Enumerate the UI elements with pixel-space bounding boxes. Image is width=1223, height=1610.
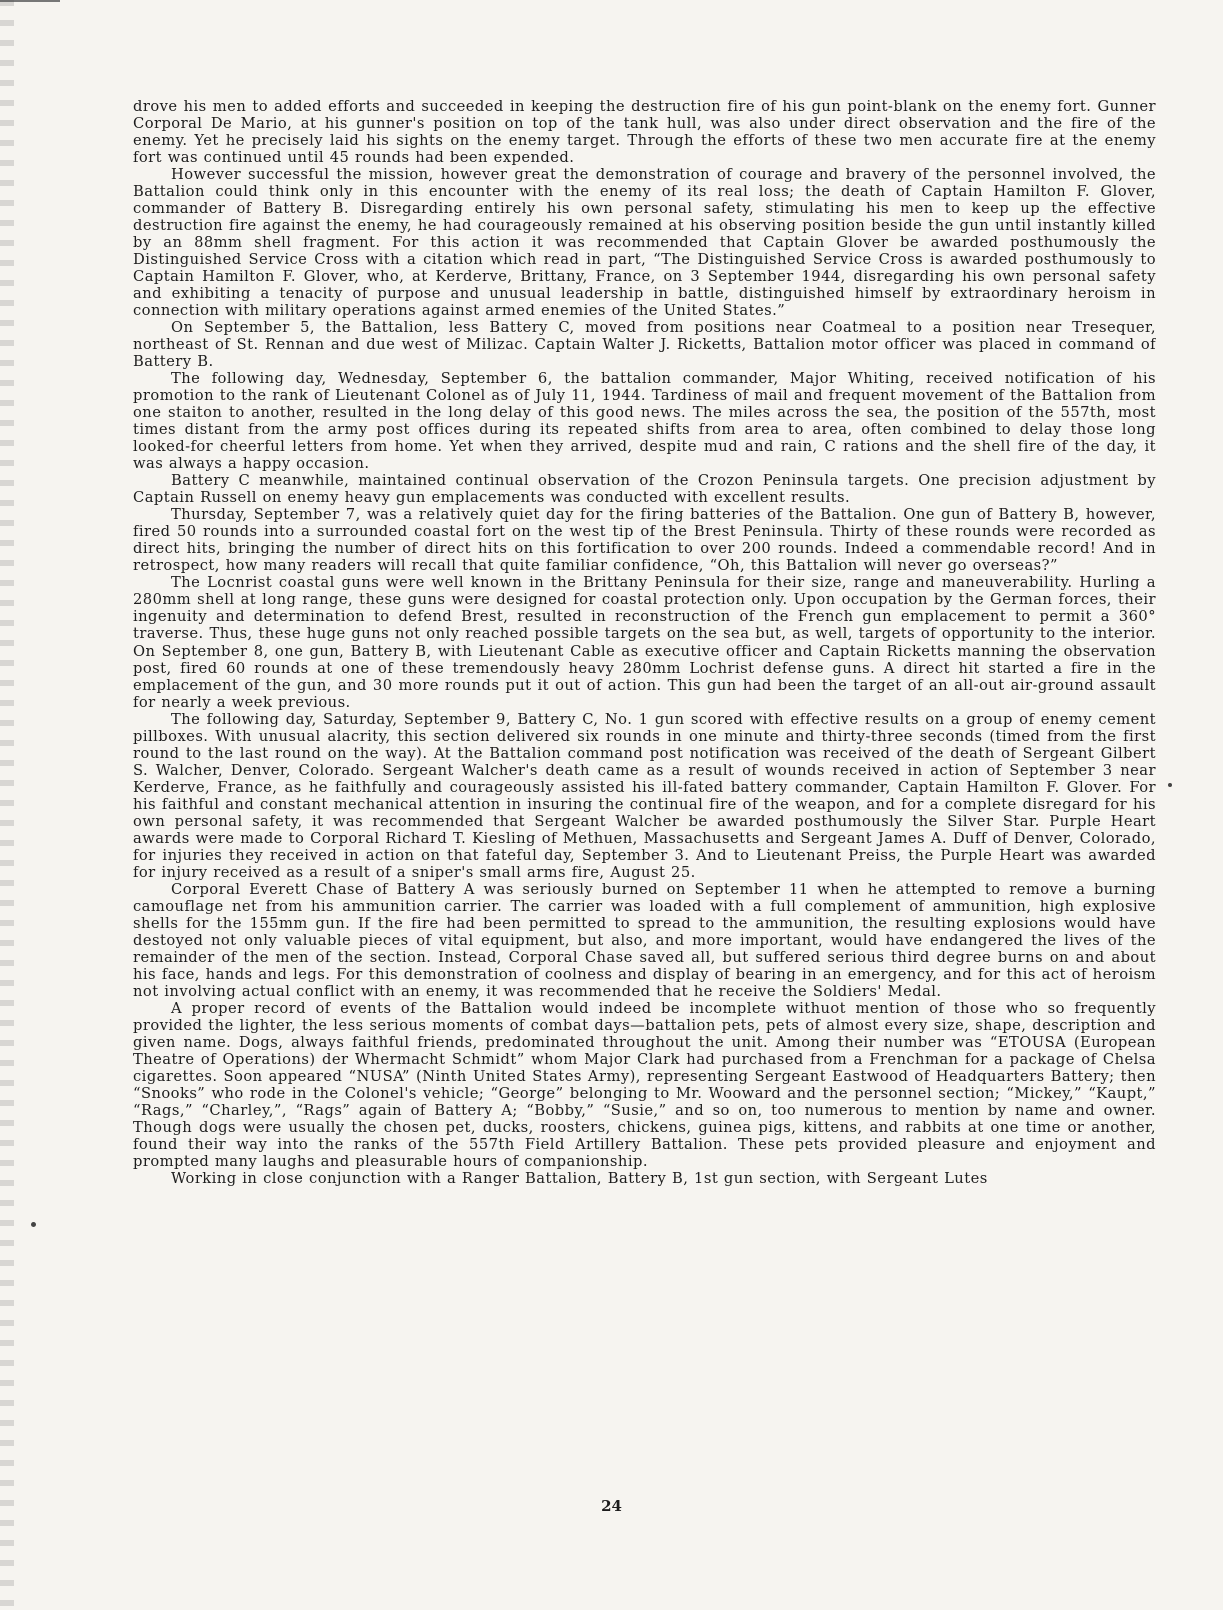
paragraph-lochrist-guns: The Locnrist coastal guns were well known in the Brittany Peninsula for their size, range and maneuverability. Hurling a 280mm shell at long range, these guns were designed for coastal protection only. Upon occupation by the German forces, their ingenuity and determination to defend Brest, resulted in reconstruction of the French gun emplacement to permit a 360° traverse. Thus, these huge guns not only reached possible targets on the sea but, as well, targets of opportunity to the interior. On September 8, one gun, Battery B, with Lieutenant Cable as executive officer and Captain Ricketts manning the observation post, fired 60 rounds at one of these tremendously heavy 280mm Lochrist defense guns. A direct hit started a fire in the emplacement of the gun, and 30 more rounds put it out of action. This gun had been the target of an all-out air-ground assault for nearly a week previous. [133, 574, 1156, 711]
paragraph-september-7: Thursday, September 7, was a relatively quiet day for the firing batteries of the Battalion. One gun of Battery B, however, fired 50 rounds into a surrounded coastal fort on the west tip of the Brest Peninsula. Thirty of these rounds were recorded as direct hits, bringing the number of direct hits on this fortification to over 200 rounds. Indeed a commendable record! And in retrospect, how many readers will recall that quite familiar confidence, “Oh, this Battalion will never go overseas?” [133, 506, 1156, 575]
paragraph-september-6: The following day, Wednesday, September 6, the battalion commander, Major Whiting, received notification of his promotion to the rank of Lieutenant Colonel as of July 11, 1944. Tardiness of mail and frequent movement of the Battalion from one staiton to another, resulted in the long delay of this good news. The miles across the sea, the position of the 557th, most times distant from the army post offices during its repeated shifts from area to area, often combined to delay those long looked-for cheerful letters from home. Yet when they arrived, despite mud and rain, C rations and the shell fire of the day, it was always a happy occasion. [133, 370, 1156, 473]
binding-holes-margin [0, 0, 14, 1610]
scan-speck [1168, 783, 1172, 787]
page-number: 24 [601, 1497, 622, 1515]
paragraph-ranger-battalion: Working in close conjunction with a Ranger Battalion, Battery B, 1st gun section, with Sergeant Lutes [171, 1169, 988, 1187]
paragraph-continued: drove his men to added efforts and succeeded in keeping the destruction fire of his gun point-blank on the enemy fort. Gunner Corporal De Mario, at his gunner's position on top of the tank hull, was also under direct observation and the fire of the enemy. Yet he precisely laid his sights on the enemy target. Through the efforts of these two men accurate fire at the enemy fort was continued until 45 rounds had been expended. [133, 98, 1156, 167]
scan-speck [31, 1222, 36, 1227]
paragraph-september-9: The following day, Saturday, September 9, Battery C, No. 1 gun scored with effective results on a group of enemy cement pillboxes. With unusual alacrity, this section delivered six rounds in one minute and thirty-three seconds (timed from the first round to the last round on the way). At the Battalion command post notification was received of the death of Sergeant Gilbert S. Walcher, Denver, Colorado. Sergeant Walcher's death came as a result of wounds received in action of September 3 near Kerderve, France, as he faithfully and courageously assisted his ill-fated battery commander, Captain Hamilton F. Glover. For his faithful and constant mechanical attention in insuring the continual fire of the weapon, and for a complete disregard for his own personal safety, it was recommended that Sergeant Walcher be awarded posthumously the Silver Star. Purple Heart awards were made to Corporal Richard T. Kiesling of Methuen, Massachusetts and Sergeant James A. Duff of Denver, Colorado, for injuries they received in action on that fateful day, September 3. And to Lieutenant Preiss, the Purple Heart was awarded for injury received as a result of a sniper's small arms fire, August 25. [133, 710, 1156, 881]
paragraph-glover-death: However successful the mission, however great the demonstration of courage and bravery of the personnel involved, the Battalion could think only in this encounter with the enemy of its real loss; the death of Captain Hamilton F. Glover, commander of Battery B. Disregarding entirely his own personal safety, stimulating his men to keep up the effective destruction fire against the enemy, he had courageously remained at his observing position beside the gun until instantly killed by an 88mm shell fragment. For this action it was recommended that Captain Glover be awarded posthumously the Distinguished Service Cross with a citation which read in part, “The Distinguished Service Cross is awarded posthumously to Captain Hamilton F. Glover, who, at Kerderve, Brittany, France, on 3 September 1944, disregarding his own personal safety and exhibiting a tenacity of purpose and unusual leadership in battle, distinguished himself by extraordinary heroism in connection with military operations against armed enemies of the United States.” [133, 166, 1156, 320]
paragraph-september-5: On September 5, the Battalion, less Battery C, moved from positions near Coatmeal to a position near Tresequer, northeast of St. Rennan and due west of Milizac. Captain Walter J. Ricketts, Battalion motor officer was placed in command of Battery B. [133, 319, 1156, 371]
paragraph-battalion-pets: A proper record of events of the Battalion would indeed be incomplete withuot mention of those who so frequently provided the lighter, the less serious moments of combat days—battalion pets, pets of almost every size, shape, description and given name. Dogs, always faithful friends, predominated throughout the unit. Among their number was “ETOUSA (European Theatre of Operations) der Whermacht Schmidt” whom Major Clark had purchased from a Frenchman for a package of Chelsa cigarettes. Soon appeared “NUSA” (Ninth United States Army), representing Sergeant Eastwood of Headquarters Battery; then “Snooks” who rode in the Colonel's vehicle; “George” belonging to Mr. Wooward and the personnel section; “Mickey,” “Kaupt,” “Rags,” “Charley,”, “Rags” again of Battery A; “Bobby,” “Susie,” and so on, too numerous to mention by name and owner. Though dogs were usually the chosen pet, ducks, roosters, chickens, guinea pigs, kittens, and rabbits at one time or another, found their way into the ranks of the 557th Field Artillery Battalion. These pets provided pleasure and enjoyment and prompted many laughs and pleasurable hours of companionship. [133, 999, 1156, 1170]
paragraph-corporal-chase: Corporal Everett Chase of Battery A was seriously burned on September 11 when he attempted to remove a burning camouflage net from his ammunition carrier. The carrier was loaded with a full complement of ammunition, high explosive shells for the 155mm gun. If the fire had been permitted to spread to the ammunition, the resulting explosions would have destoyed not only valuable pieces of vital equipment, but also, and more important, would have endangered the lives of the remainder of the men of the section. Instead, Corporal Chase saved all, but suffered serious third degree burns on and about his face, hands and legs. For this demonstration of coolness and display of bearing in an emergency, and for this act of heroism not involving actual conflict with an enemy, it was recommended that he receive the Soldiers' Medal. [133, 880, 1156, 1000]
body-text [133, 98, 1156, 1478]
paragraph-battery-c-observation: Battery C meanwhile, maintained continual observation of the Crozon Peninsula targets. One precision adjustment by Captain Russell on enemy heavy gun emplacements was conducted with excellent results. [133, 472, 1156, 507]
